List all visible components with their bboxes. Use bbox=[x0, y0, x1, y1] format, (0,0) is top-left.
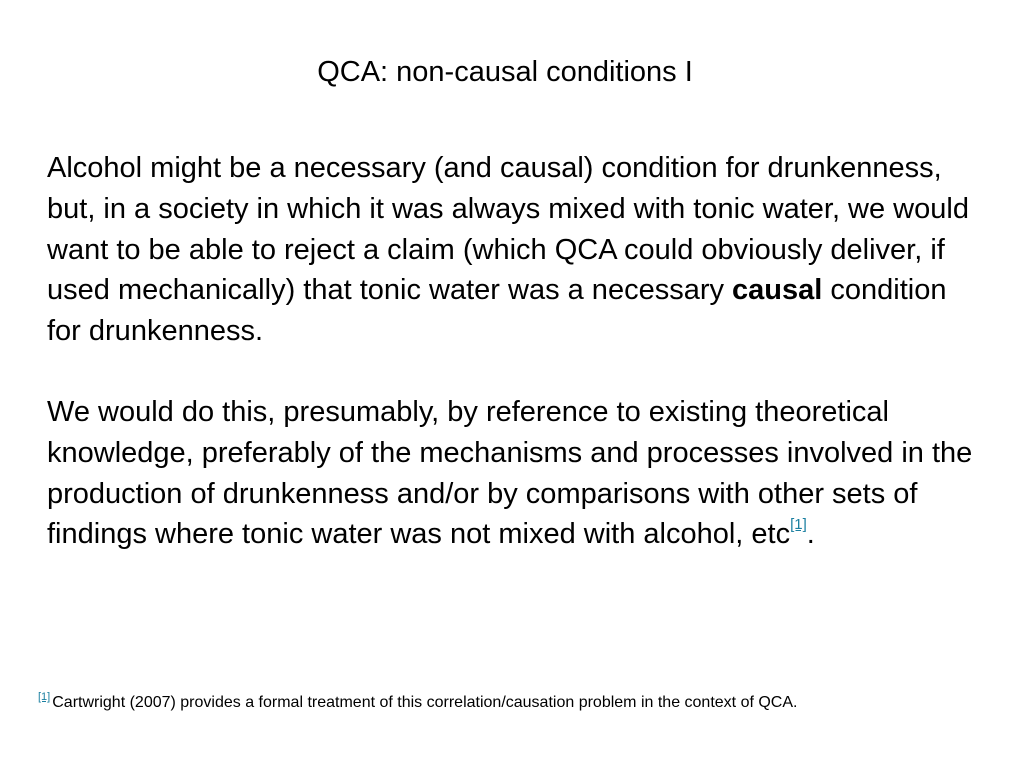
bold-causal: causal bbox=[732, 274, 823, 307]
footnote bbox=[38, 692, 1008, 714]
paragraph-1-text-start: Alcohol might be a necessary (and causal) condition for drunkenness, but, in a society in which it was always mixed with tonic water, we would want to be able to reject a claim (which QCA could obviously deliver, if used mechanically) that tonic water was a necessary bbox=[47, 152, 969, 307]
paragraph-2-text: We would do this, presumably, by reference to existing theoretical knowledge, preferably of the mechanisms and processes involved in the production of drunkenness and/or by comparisons with other sets of findings where tonic water was not mixed with alcohol, etc bbox=[47, 395, 973, 551]
slide-body bbox=[47, 148, 977, 555]
paragraph-2 bbox=[47, 392, 977, 555]
slide-title: QCA: non-causal conditions I bbox=[317, 56, 693, 88]
paragraph-2-end: . bbox=[806, 518, 815, 551]
paragraph-1-text-end: condition for drunkenness. bbox=[47, 274, 947, 348]
footnote-reference-link[interactable]: [1] bbox=[790, 516, 807, 534]
footnote-text: Cartwright (2007) provides a formal treatment of this correlation/causation problem in the context of QCA. bbox=[52, 694, 798, 711]
paragraph-1 bbox=[47, 148, 977, 352]
footnote-marker-link[interactable]: [1] bbox=[38, 691, 51, 703]
